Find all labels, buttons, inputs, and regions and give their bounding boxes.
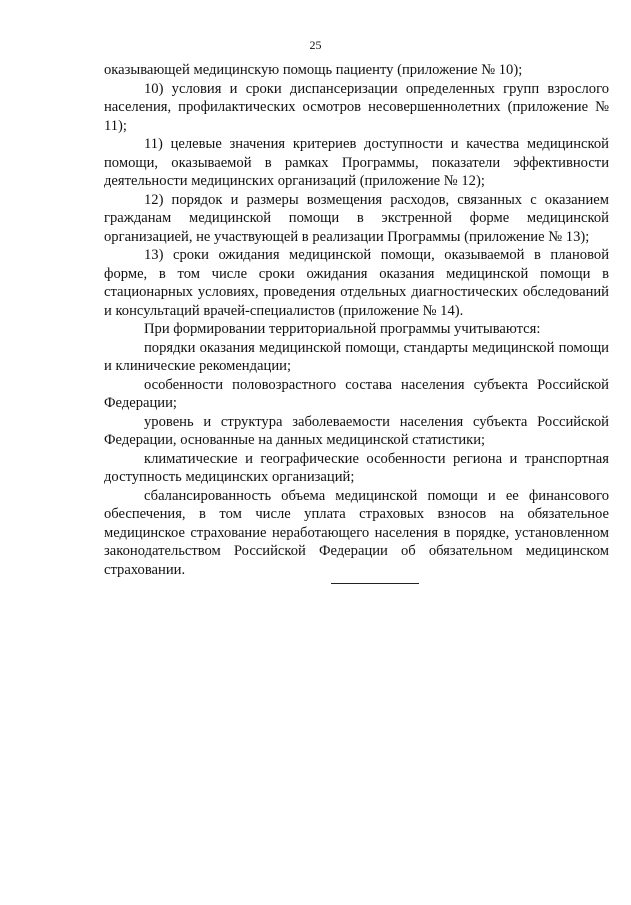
paragraph: климатические и географические особенности региона и транспортная доступность медицинских организаций; — [104, 450, 609, 485]
paragraph: 10) условия и сроки диспансеризации определенных групп взрослого населения, профилактических осмотров несовершеннолетних (приложение № 11); — [104, 80, 609, 134]
paragraph: 12) порядок и размеры возмещения расходов, связанных с оказанием гражданам медицинской помощи в экстренной форме медицинской организацией, не участвующей в реализации Программы (приложение № 13); — [104, 191, 609, 245]
paragraph: оказывающей медицинскую помощь пациенту (приложение № 10); — [104, 62, 523, 78]
end-of-document-rule — [331, 583, 419, 584]
paragraph: 13) сроки ожидания медицинской помощи, оказываемой в плановой форме, в том числе сроки ожидания оказания медицинской помощи в стационарных условиях, проведения отдельных диагностических обследований и консультаций врачей-специалистов (приложение № 14). — [104, 247, 609, 319]
paragraph: уровень и структура заболеваемости населения субъекта Российской Федерации, основанные на данных медицинской статистики; — [104, 413, 609, 448]
paragraph: При формировании территориальной программы учитываются: — [144, 321, 541, 337]
paragraph: порядки оказания медицинской помощи, стандарты медицинской помощи и клинические рекомендации; — [104, 339, 609, 374]
page-number: 25 — [309, 38, 322, 52]
paragraph: 11) целевые значения критериев доступности и качества медицинской помощи, оказываемой в рамках Программы, показатели эффективности деятельности медицинских организаций (приложение № 12); — [104, 136, 609, 189]
body-text — [104, 61, 609, 579]
paragraph: сбалансированность объема медицинской помощи и ее финансового обеспечения, в том числе уплата страховых взносов на обязательное медицинское страхование неработающего населения в порядке, установленном законодательством Российской Федерации об обязательном медицинском страховании. — [104, 487, 609, 578]
paragraph: особенности половозрастного состава населения субъекта Российской Федерации; — [104, 376, 609, 411]
